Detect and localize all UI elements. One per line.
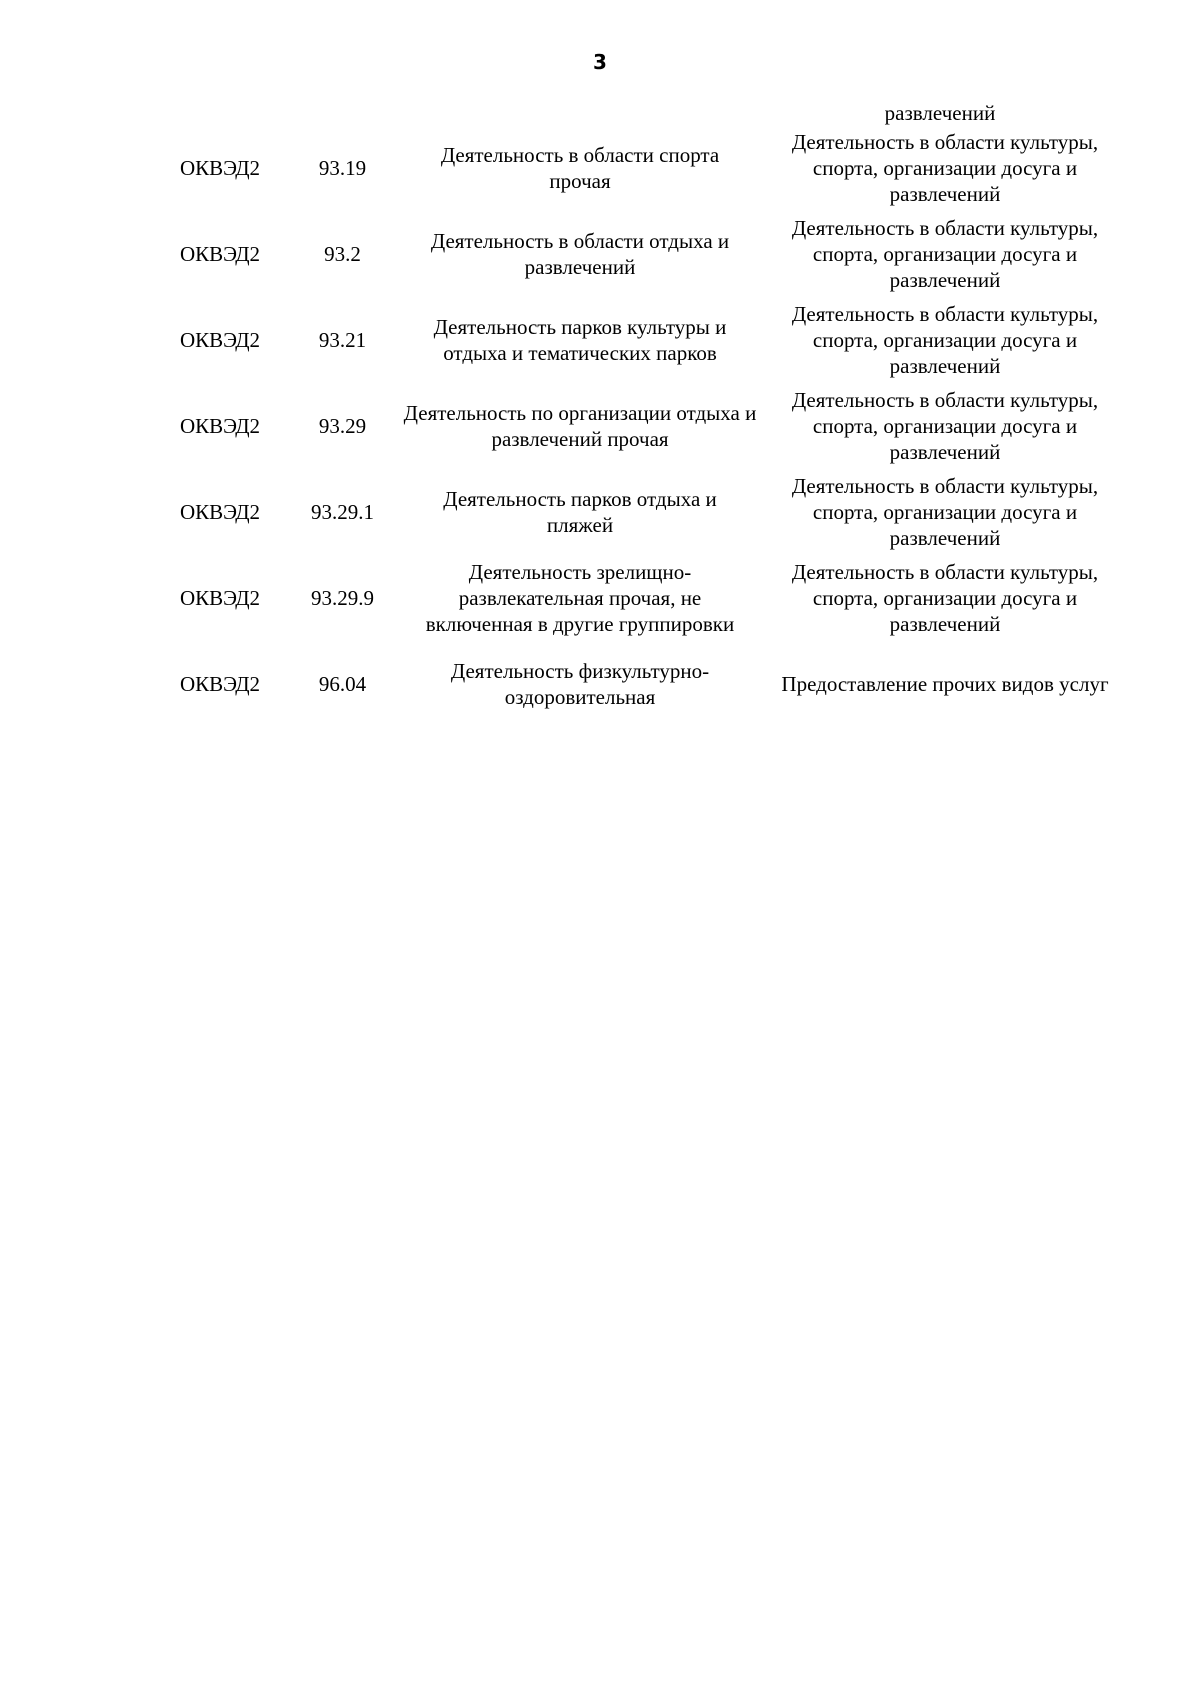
activity-name-cell: Деятельность физкультурно-оздоровительная	[450, 659, 710, 709]
activity-group-cell: Предоставление прочих видов услуг	[781, 672, 1109, 696]
classifier-cell: ОКВЭД2	[179, 414, 261, 438]
table-row	[0, 128, 1200, 208]
table-row	[0, 558, 1200, 638]
activity-group-cell: Деятельность в области культуры, спорта, организации досуга и развлечений	[791, 302, 1099, 378]
activity-name-cell: Деятельность зрелищно-развлекательная прочая, не включенная в другие группировки	[425, 560, 735, 636]
classifier-cell: ОКВЭД2	[179, 672, 261, 696]
activity-group-cell: Деятельность в области культуры, спорта, организации досуга и развлечений	[791, 216, 1099, 292]
code-cell: 93.21	[318, 328, 367, 352]
classifier-cell: ОКВЭД2	[179, 500, 261, 524]
table-row	[0, 472, 1200, 552]
activity-group-cell: Деятельность в области культуры, спорта, организации досуга и развлечений	[791, 474, 1099, 550]
activity-name-cell: Деятельность в области отдыха и развлечений	[430, 229, 730, 279]
code-cell: 93.29	[318, 414, 367, 438]
classifier-cell: ОКВЭД2	[179, 156, 261, 180]
activity-name-cell: Деятельность по организации отдыха и развлечений прочая	[403, 401, 757, 451]
table-row	[0, 214, 1200, 294]
code-cell: 96.04	[318, 672, 367, 696]
activity-group-cell: Деятельность в области культуры, спорта, организации досуга и развлечений	[791, 388, 1099, 464]
page-number: 3	[593, 50, 607, 74]
activity-group-cell: Деятельность в области культуры, спорта, организации досуга и развлечений	[791, 130, 1099, 206]
classifier-cell: ОКВЭД2	[179, 586, 261, 610]
table-row	[0, 386, 1200, 466]
code-cell: 93.29.9	[311, 586, 374, 610]
activity-group-cell: Деятельность в области культуры, спорта, организации досуга и развлечений	[791, 560, 1099, 636]
code-cell: 93.2	[324, 242, 361, 266]
classifier-cell: ОКВЭД2	[179, 328, 261, 352]
code-cell: 93.29.1	[311, 500, 374, 524]
activity-name-cell: Деятельность в области спорта прочая	[440, 143, 720, 193]
carryover-text: развлечений	[884, 101, 996, 125]
activity-name-cell: Деятельность парков культуры и отдыха и тематических парков	[433, 315, 727, 365]
activity-name-cell: Деятельность парков отдыха и пляжей	[443, 487, 717, 537]
table-row	[0, 300, 1200, 380]
classifier-cell: ОКВЭД2	[179, 242, 261, 266]
table-row	[0, 644, 1200, 724]
code-cell: 93.19	[318, 156, 367, 180]
